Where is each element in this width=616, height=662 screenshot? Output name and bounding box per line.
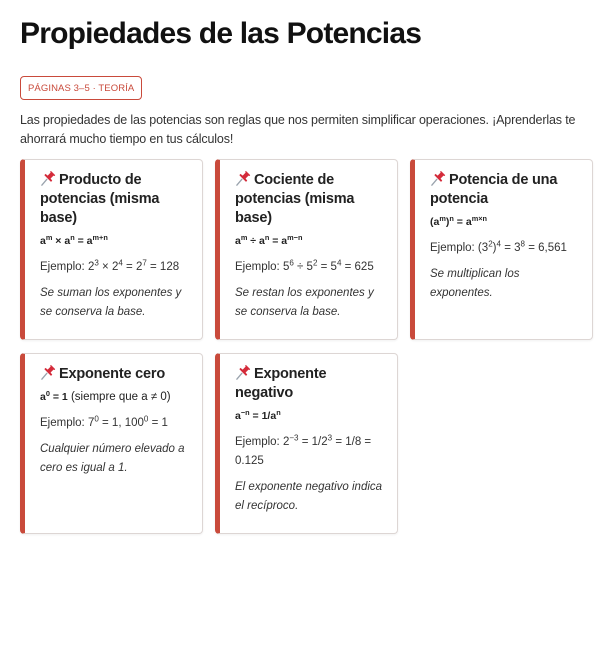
card-description: Cualquier número elevado a cero es igual a 1. xyxy=(40,443,185,474)
card-title: Producto de potencias (misma base) xyxy=(40,172,160,226)
card-example: Ejemplo: $2^{-3} = 1/2^3 = 1/8 = 0.125$ xyxy=(235,433,372,467)
card-description: Se multiplican los exponentes. xyxy=(430,268,520,299)
property-card-power-of-power xyxy=(410,159,593,340)
properties-grid xyxy=(20,159,596,534)
card-description: Se restan los exponentes y se conserva la base. xyxy=(235,287,374,318)
pushpin-icon xyxy=(40,171,57,186)
pushpin-icon xyxy=(235,365,252,380)
card-formula: $a^{-n} = 1/a^n$ xyxy=(235,407,281,422)
card-title: Exponente cero xyxy=(40,365,192,384)
intro-paragraph: Las propiedades de las potencias son reglas que nos permiten simplificar operaciones. ¡Aprenderlas te ahorrará mucho tiempo en tus cálculos! xyxy=(20,113,576,146)
property-card-quotient xyxy=(215,159,398,340)
card-example: Ejemplo: $5^6 \div 5^2 = 5^4 = 625$ xyxy=(235,258,374,273)
card-example: Ejemplo: $7^0 = 1$, $100^0 = 1$ xyxy=(40,414,168,429)
pushpin-icon xyxy=(40,365,57,380)
card-formula: $a^m \div a^n = a^{m-n}$ xyxy=(235,232,303,247)
card-description: Se suman los exponentes y se conserva la base. xyxy=(40,287,182,318)
pushpin-icon xyxy=(235,171,252,186)
card-formula: $a^0 = 1$ (siempre que a ≠ 0) xyxy=(40,388,171,403)
card-title: Exponente negativo xyxy=(235,366,327,401)
card-description: El exponente negativo indica el recíproco. xyxy=(235,481,383,512)
property-card-zero-exponent xyxy=(20,353,203,534)
pushpin-icon xyxy=(430,171,447,186)
card-example: Ejemplo: $2^3 \times 2^4 = 2^7 = 128$ xyxy=(40,258,180,273)
property-card-negative-exponent xyxy=(215,353,398,534)
pages-badge: PÁGINAS 3–5 · TEORÍA xyxy=(20,76,142,100)
card-title: Cociente de potencias (misma base) xyxy=(235,172,355,226)
card-formula: $(a^m)^n = a^{m\times n}$ xyxy=(430,213,487,228)
card-formula: $a^m \times a^n = a^{m+n}$ xyxy=(40,232,108,247)
property-card-product xyxy=(20,159,203,340)
card-example: Ejemplo: $(3^2)^4 = 3^8 = 6,561$ xyxy=(430,239,567,254)
page-title: Propiedades de las Potencias xyxy=(20,17,422,50)
card-title: Potencia de una potencia xyxy=(430,172,558,207)
